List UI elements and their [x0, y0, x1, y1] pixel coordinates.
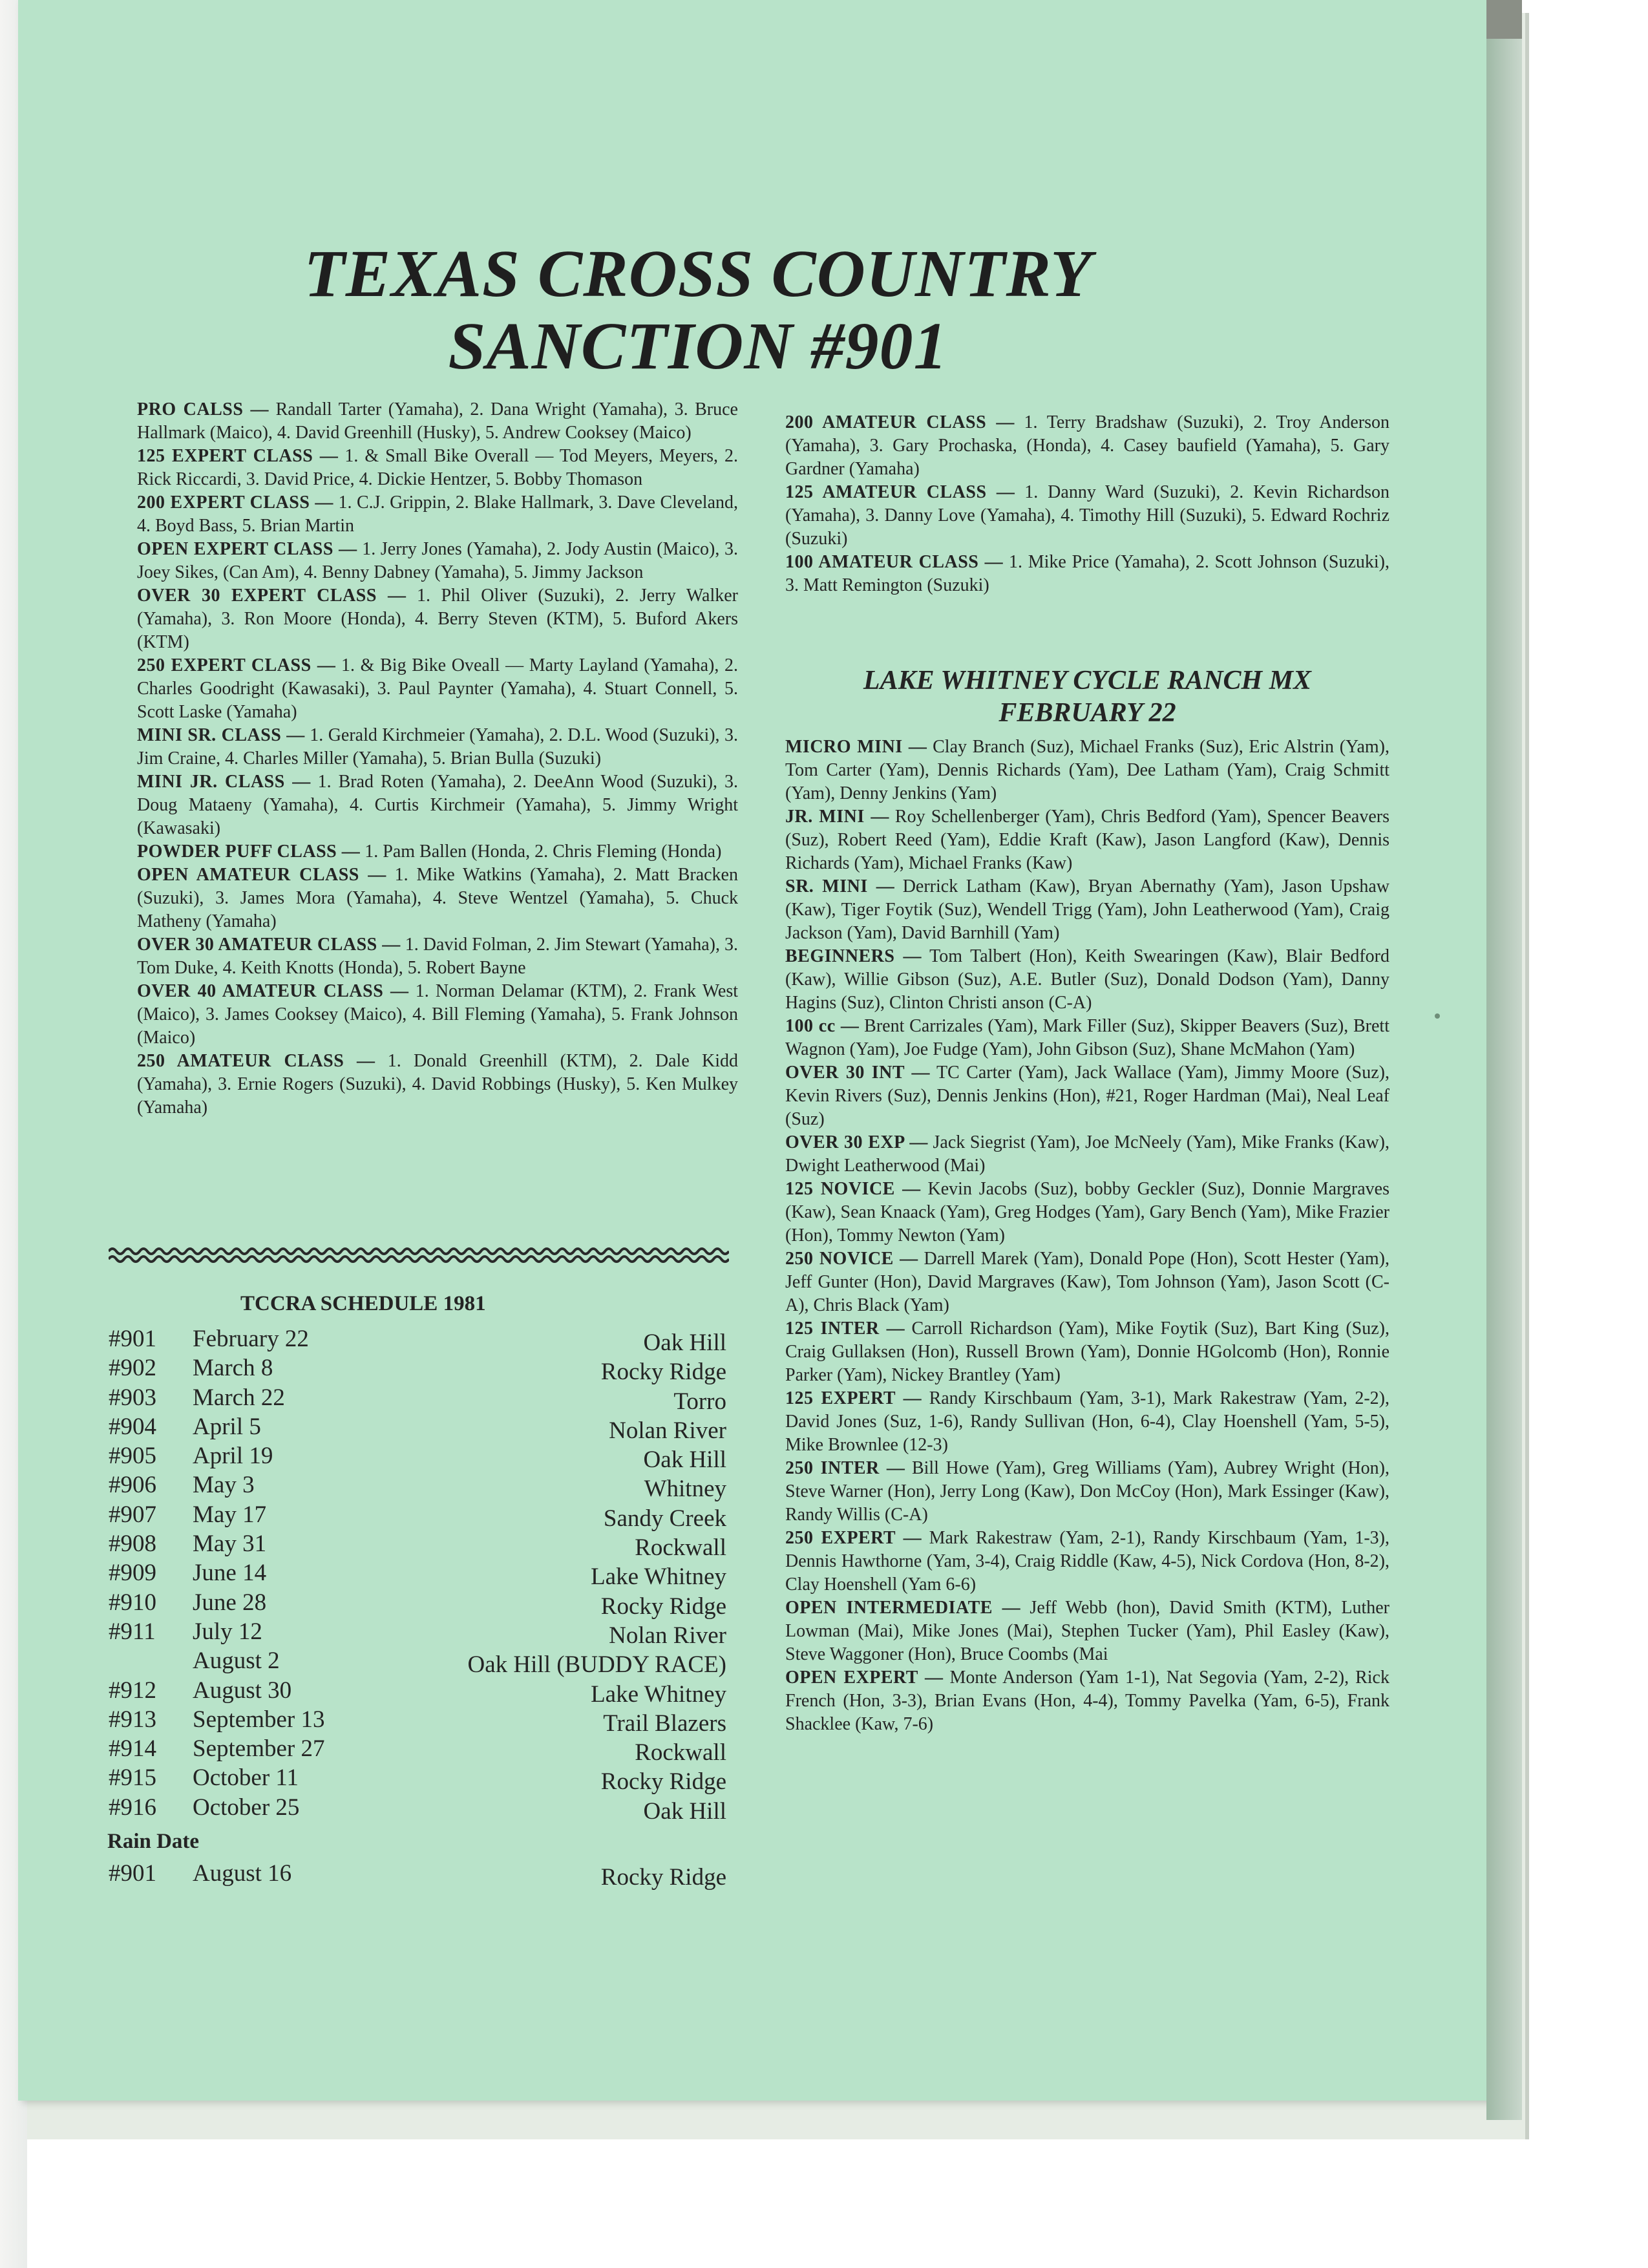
event-place: Oak Hill [643, 1797, 726, 1825]
result-entry [137, 654, 738, 724]
class-results: 1. Donald Greenhill (KTM), 2. Dale Kidd (Yamaha), 3. Ernie Rogers (Suzuki), 4. David Robbings (Husky), 5. Ken Mulkey (Yamaha) [137, 1051, 738, 1118]
event-date: October 11 [193, 1765, 299, 1792]
class-results: 1. David Folman, 2. Jim Stewart (Yamaha), 3. Tom Duke, 4. Keith Knotts (Honda), 5. Robert Bayne [137, 935, 738, 978]
schedule-table [109, 1324, 726, 1825]
event-place: Rocky Ridge [600, 1768, 726, 1796]
schedule-row [109, 1412, 726, 1444]
class-results: Jeff Webb (hon), David Smith (KTM), Luther Lowman (Mai), Mike Jones (Mai), Stephen Tucker (Yam), Phil Easley (Kaw), Steve Waggoner (Hon), Bruce Coombs (Mai [785, 1598, 1389, 1664]
sanction-number: #912 [109, 1677, 156, 1704]
lake-whitney-results [785, 736, 1389, 1736]
schedule-row [109, 1617, 726, 1649]
class-label: OVER 30 AMATEUR CLASS — [137, 935, 401, 955]
event-place: Oak Hill (BUDDY RACE) [467, 1651, 726, 1679]
event-place: Nolan River [609, 1622, 726, 1649]
class-label: OVER 40 AMATEUR CLASS — [137, 981, 409, 1001]
rain-date-label: Rain Date [107, 1830, 200, 1853]
class-results: Jack Siegrist (Yam), Joe McNeely (Yam), Mike Franks (Kaw), Dwight Leatherwood (Mai) [785, 1132, 1389, 1176]
page-edge [1486, 13, 1522, 2120]
class-results: Carroll Richardson (Yam), Mike Foytik (Suz), Bart King (Suz), Craig Gullaksen (Hon), Russell Brown (Yam), Donnie HGolcomb (Hon), Ronnie Parker (Yam), Nickey Brantley (Yam) [785, 1319, 1389, 1385]
result-entry [785, 1131, 1389, 1178]
result-entry [785, 411, 1389, 481]
class-results: Roy Schellenberger (Yam), Chris Bedford (Yam), Spencer Beavers (Suz), Robert Reed (Yam), Eddie Kraft (Kaw), Jason Langford (Kaw), Dennis Richards (Yam), Michael Franks (Kaw) [785, 807, 1389, 873]
rain-date-date: August 16 [193, 1860, 292, 1887]
class-label: BEGINNERS — [785, 946, 922, 966]
result-entry [785, 1061, 1389, 1131]
result-entry [785, 1178, 1389, 1247]
sanction-number: #916 [109, 1794, 156, 1821]
result-entry [785, 1247, 1389, 1317]
class-label: 100 AMATEUR CLASS — [785, 552, 1004, 572]
event-place: Rocky Ridge [600, 1593, 726, 1620]
schedule-row [109, 1529, 726, 1562]
class-label: 125 AMATEUR CLASS — [785, 482, 1015, 502]
result-entry [137, 933, 738, 980]
class-label: 125 EXPERT CLASS — [137, 446, 339, 466]
sanction-number: #904 [109, 1413, 156, 1440]
class-label: 200 EXPERT CLASS — [137, 493, 333, 513]
class-results: Kevin Jacobs (Suz), bobby Geckler (Suz), Donnie Margraves (Kaw), Sean Knaack (Yam), Greg Hodges (Yam), Gary Bench (Yam), Mike Frazier (Hon), Tommy Newton (Yam) [785, 1179, 1389, 1245]
event-place: Oak Hill [643, 1330, 726, 1356]
class-results: Clay Branch (Suz), Michael Franks (Suz), Eric Alstrin (Yam), Tom Carter (Yam), Dennis Richards (Yam), Dee Latham (Yam), Craig Schmitt (Yam), Denny Jenkins (Yam) [785, 737, 1389, 803]
class-label: MICRO MINI — [785, 737, 927, 757]
class-results: 1. Phil Oliver (Suzuki), 2. Jerry Walker (Yamaha), 3. Ron Moore (Honda), 4. Berry Steven (KTM), 5. Buford Akers (KTM) [137, 586, 739, 652]
event-date: June 28 [193, 1589, 267, 1616]
class-results: 1. C.J. Grippin, 2. Blake Hallmark, 3. Dave Cleveland, 4. Boyd Bass, 5. Brian Martin [137, 493, 739, 536]
result-entry [137, 491, 738, 538]
sanction-number: #905 [109, 1443, 156, 1470]
event-place: Rockwall [635, 1534, 726, 1562]
event-date: September 27 [193, 1735, 325, 1763]
result-entry [137, 724, 738, 770]
class-results: Tom Talbert (Hon), Keith Swearingen (Kaw), Blair Bedford (Kaw), Willie Gibson (Suz), A.E. Butler (Suz), Donald Dodson (Yam), Danny Hagins (Suz), Clinton Christi anson (C-A) [785, 946, 1389, 1013]
left-results-column [137, 398, 738, 1119]
class-label: PRO CALSS — [137, 399, 269, 419]
class-results: 1. & Big Bike Oveall — Marty Layland (Yamaha), 2. Charles Goodright (Kawasaki), 3. Paul Paynter (Yamaha), 4. Stuart Connell, 5. Scott Laske (Yamaha) [137, 655, 739, 722]
class-label: 200 AMATEUR CLASS — [785, 412, 1015, 432]
event-place: Lake Whitney [591, 1680, 726, 1708]
result-entry [785, 1666, 1389, 1736]
class-label: OPEN EXPERT — [785, 1668, 944, 1688]
schedule-title: TCCRA SCHEDULE 1981 [240, 1292, 486, 1315]
event-place: Whitney [644, 1476, 726, 1503]
right-results-column [785, 411, 1389, 597]
event-date: April 5 [193, 1413, 261, 1440]
event-date: March 8 [193, 1355, 273, 1382]
schedule-row [109, 1793, 726, 1825]
event-place: Oak Hill [643, 1447, 726, 1474]
class-label: 250 AMATEUR CLASS — [137, 1051, 375, 1071]
class-label: MINI JR. CLASS — [137, 772, 311, 792]
result-entry [785, 736, 1389, 805]
schedule-row [109, 1705, 726, 1737]
result-entry [137, 980, 738, 1050]
class-results: Mark Rakestraw (Yam, 2-1), Randy Kirschbaum (Yam, 1-3), Dennis Hawthorne (Yam, 3-4), Craig Riddle (Kaw, 4-5), Nick Cordova (Hon, 8-2), Clay Hoenshell (Yam 6-6) [785, 1528, 1389, 1595]
result-entry [137, 445, 738, 491]
event-date: June 14 [193, 1560, 267, 1587]
result-entry [785, 1457, 1389, 1527]
lake-whitney-heading-line-1: LAKE WHITNEY CYCLE RANCH MX [863, 666, 1312, 695]
schedule-row [109, 1470, 726, 1503]
event-place: Rockwall [635, 1739, 726, 1766]
result-entry [785, 1387, 1389, 1457]
sanction-number: #902 [109, 1355, 156, 1382]
sanction-number: #909 [109, 1560, 156, 1587]
class-label: OVER 30 EXPERT CLASS — [137, 586, 407, 606]
schedule-row [109, 1588, 726, 1620]
event-place: Rocky Ridge [600, 1359, 726, 1386]
sanction-number: #915 [109, 1765, 156, 1792]
result-entry [785, 875, 1389, 945]
class-label: 250 EXPERT CLASS — [137, 655, 336, 675]
sanction-number: #903 [109, 1384, 156, 1411]
result-entry [137, 864, 738, 933]
schedule-row [109, 1441, 726, 1474]
event-date: February 22 [193, 1326, 309, 1352]
class-label: OPEN EXPERT CLASS — [137, 539, 357, 559]
result-entry [785, 551, 1389, 597]
class-label: OVER 30 INT — [785, 1063, 931, 1083]
schedule-row [109, 1734, 726, 1766]
event-date: April 19 [193, 1443, 273, 1470]
class-results: 1. Terry Bradshaw (Suzuki), 2. Troy Anderson (Yamaha), 3. Gary Prochaska, (Honda), 4. Casey baufield (Yamaha), 5. Gary Gardner (Yamaha) [785, 412, 1389, 479]
result-entry [785, 1317, 1389, 1387]
sanction-number: #908 [109, 1531, 156, 1558]
sanction-number: #913 [109, 1706, 156, 1733]
class-results: 1. Gerald Kirchmeier (Yamaha), 2. D.L. Wood (Suzuki), 3. Jim Craine, 4. Charles Miller (Yamaha), 5. Brian Bulla (Suzuki) [137, 725, 738, 768]
schedule-row [109, 1324, 726, 1356]
rain-date-number: #901 [109, 1860, 156, 1887]
class-results: 1. Norman Delamar (KTM), 2. Frank West (Maico), 3. James Cooksey (Maico), 4. Bill Fleming (Yamaha), 5. Frank Johnson (Maico) [137, 981, 738, 1048]
lake-whitney-heading-line-2: FEBRUARY 22 [998, 698, 1176, 728]
class-label: OPEN AMATEUR CLASS — [137, 865, 386, 885]
schedule-row [109, 1676, 726, 1708]
page-title [194, 238, 1202, 383]
class-label: 250 NOVICE — [785, 1249, 918, 1269]
class-results: Bill Howe (Yam), Greg Williams (Yam), Aubrey Wright (Hon), Steve Warner (Hon), Jerry Long (Kaw), Don McCoy (Hon), Mark Essinger (Kaw), Randy Willis (C-A) [785, 1458, 1389, 1525]
class-results: 1. Pam Ballen (Honda, 2. Chris Fleming (Honda) [360, 842, 722, 862]
class-results: 1. Mike Price (Yamaha), 2. Scott Johnson (Suzuki), 3. Matt Remington (Suzuki) [785, 552, 1389, 595]
page-curl [1486, 0, 1522, 39]
result-entry [785, 1527, 1389, 1596]
class-label: 250 INTER — [785, 1458, 905, 1478]
class-label: OPEN INTERMEDIATE — [785, 1598, 1021, 1618]
title-line-2: SANCTION #901 [448, 309, 948, 383]
wavy-divider [109, 1245, 729, 1269]
result-entry [785, 481, 1389, 551]
rain-date-row [109, 1859, 726, 1891]
event-date: March 22 [193, 1384, 285, 1411]
class-results: 1. & Small Bike Overall — Tod Meyers, Meyers, 2. Rick Riccardi, 3. David Price, 4. Dickie Hentzer, 5. Bobby Thomason [137, 446, 739, 489]
result-entry [785, 1015, 1389, 1061]
class-results: Randy Kirschbaum (Yam, 3-1), Mark Rakestraw (Yam, 2-2), David Jones (Suz, 1-6), Randy Sullivan (Hon, 6-4), Clay Hoenshell (Yam, 5-5), Mike Brownlee (12-3) [785, 1388, 1389, 1455]
class-results: Monte Anderson (Yam 1-1), Nat Segovia (Yam, 2-2), Rick French (Hon, 3-3), Brian Evans (Hon, 4-4), Tommy Pavelka (Yam, 6-5), Frank Shacklee (Kaw, 7-6) [785, 1668, 1389, 1734]
result-entry [785, 805, 1389, 875]
event-date: September 13 [193, 1706, 325, 1733]
class-label: 125 INTER — [785, 1319, 905, 1339]
result-entry [137, 770, 738, 840]
sanction-number: #901 [109, 1326, 156, 1352]
class-results: 1. Brad Roten (Yamaha), 2. DeeAnn Wood (Suzuki), 3. Doug Mataeny (Yamaha), 4. Curtis Kirchmeir (Yamaha), 5. Jimmy Wright (Kawasaki) [137, 772, 738, 838]
class-results: TC Carter (Yam), Jack Wallace (Yam), Jimmy Moore (Suz), Kevin Rivers (Suz), Dennis Jenkins (Hon), #21, Roger Hardman (Mai), Neal Leaf (Suz) [785, 1063, 1389, 1129]
title-line-1: TEXAS CROSS COUNTRY [304, 237, 1092, 311]
sanction-number: #914 [109, 1735, 156, 1763]
class-label: 250 EXPERT — [785, 1528, 922, 1548]
event-date: May 17 [193, 1501, 267, 1528]
sanction-number: #907 [109, 1501, 156, 1528]
event-place: Sandy Creek [603, 1505, 726, 1532]
class-results: Darrell Marek (Yam), Donald Pope (Hon), Scott Hester (Yam), Jeff Gunter (Hon), David Margraves (Kaw), Tom Johnson (Yam), Jason Scott (C-A), Chris Black (Yam) [785, 1249, 1390, 1315]
result-entry [137, 398, 738, 445]
class-results: Randall Tarter (Yamaha), 2. Dana Wright (Yamaha), 3. Bruce Hallmark (Maico), 4. David Greenhill (Husky), 5. Andrew Cooksey (Maico) [137, 399, 738, 443]
class-label: JR. MINI — [785, 807, 889, 827]
result-entry [785, 1596, 1389, 1666]
result-entry [137, 538, 738, 584]
event-date: July 12 [193, 1618, 262, 1645]
class-label: MINI SR. CLASS — [137, 725, 305, 745]
schedule-row [109, 1558, 726, 1591]
class-results: Derrick Latham (Kaw), Bryan Abernathy (Yam), Jason Upshaw (Kaw), Tiger Foytik (Suz), Wendell Trigg (Yam), John Leatherwood (Yam), Craig Jackson (Yam), David Barnhill (Yam) [785, 876, 1389, 943]
result-entry [137, 1050, 738, 1119]
event-date: October 25 [193, 1794, 300, 1821]
rain-date-place: Rocky Ridge [600, 1864, 726, 1891]
result-entry [137, 840, 738, 864]
lake-whitney-heading [785, 664, 1389, 729]
class-label: SR. MINI — [785, 876, 895, 896]
class-label: 100 cc — [785, 1016, 860, 1036]
class-results: 1. Danny Ward (Suzuki), 2. Kevin Richardson (Yamaha), 3. Danny Love (Yamaha), 4. Timothy Hill (Suzuki), 5. Edward Rochriz (Suzuki) [785, 482, 1389, 549]
event-date: August 2 [193, 1648, 280, 1675]
class-results: Brent Carrizales (Yam), Mark Filler (Suz), Skipper Beavers (Suz), Brett Wagnon (Yam), Joe Fudge (Yam), John Gibson (Suz), Shane McMahon (Yam) [785, 1016, 1389, 1059]
schedule-row [109, 1646, 726, 1679]
class-label: 125 NOVICE — [785, 1179, 921, 1199]
sanction-number: #910 [109, 1589, 156, 1616]
event-place: Trail Blazers [603, 1710, 726, 1737]
result-entry [785, 945, 1389, 1015]
event-place: Torro [673, 1388, 726, 1415]
schedule-row [109, 1763, 726, 1796]
result-entry [137, 584, 738, 654]
event-place: Lake Whitney [591, 1563, 726, 1591]
class-results: 1. Mike Watkins (Yamaha), 2. Matt Bracken (Suzuki), 3. James Mora (Yamaha), 4. Steve Wentzel (Yamaha), 5. Chuck Matheny (Yamaha) [137, 865, 738, 931]
event-date: May 31 [193, 1531, 267, 1558]
event-date: August 30 [193, 1677, 292, 1704]
schedule-row [109, 1353, 726, 1386]
class-label: POWDER PUFF CLASS — [137, 842, 361, 862]
class-label: 125 EXPERT — [785, 1388, 922, 1408]
schedule-row [109, 1500, 726, 1532]
sanction-number: #906 [109, 1472, 156, 1499]
event-date: May 3 [193, 1472, 255, 1499]
schedule-row [109, 1383, 726, 1415]
class-label: OVER 30 EXP — [785, 1132, 928, 1152]
print-speck [1435, 1013, 1440, 1019]
event-place: Nolan River [609, 1417, 726, 1444]
class-results: 1. Jerry Jones (Yamaha), 2. Jody Austin (Maico), 3. Joey Sikes, (Can Am), 4. Benny Dabney (Yamaha), 5. Jimmy Jackson [137, 539, 739, 582]
sanction-number: #911 [109, 1618, 156, 1645]
